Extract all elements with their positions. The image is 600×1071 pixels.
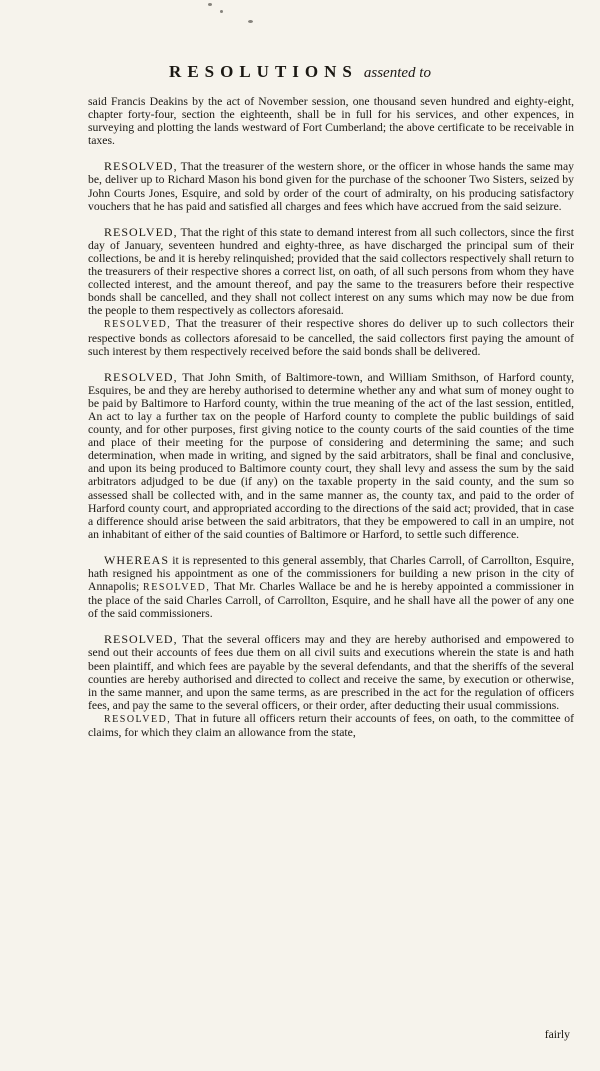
paragraph-text: it is represented to this general assembly, that Charles Carroll, of Carrollton, Esquire, hath resigned his appointment as one of the commissioners for building a new prison in the city of Annapolis; [88,553,574,594]
ink-spot [248,20,253,23]
paragraph [88,160,574,212]
ink-spot [208,3,212,6]
paragraph-text: That in future all officers return their accounts of fees, on oath, to the committee of claims, for which they claim an allowance from the state, [88,711,574,740]
page-header [0,62,600,82]
paragraph-text: That the treasurer of the western shore, or the officer in whose hands the same may be, deliver up to Richard Mason his bond given for the purchase of the schooner Two Sisters, seized by John Courts Jones, Esquire, and sold by order of the court of admiralty, on his producing satisfactory vouchers that he has paid and satisfied all charges and fees which have accrued from the said seizure. [88,160,574,213]
page-title: RESOLUTIONS [169,62,358,81]
paragraph-text: That John Smith, of Baltimore-town, and William Smithson, of Harford county, Esquires, be and they are hereby authorised to determine whether any and what sum of money ought to be paid by Baltimore to Harford county, within the true meaning of the act of the last session, entitled, An act to lay a further tax on the people of Harford county to complete the public buildings of said county, and for other purposes, first giving notice to the county courts of the said counties of the time and place of their meeting for the purpose of considering and determining the same; and such determination, when made in writing, and signed by the said arbitrators, shall be final and conclusive, and upon its being produced to Baltimore county court, they shall levy and assess the sum by the said arbitrators adjudged to be due (if any) on the taxable property in the said county, and the sum so assessed shall be collected with, and in the same manner as, the county tax, and paid to the order of Harford county court, and appropriated according to the directions of the said act; provided, that in case a difference should arise between the said arbitrators, that they be empowered to call in an umpire, not an inhabitant of either of the said counties of Baltimore or Harford, to settle such difference. [88,370,574,541]
page-title-rest: assented to [363,65,431,81]
paragraph [88,554,574,620]
paragraph [88,95,574,147]
document-body [88,95,574,739]
paragraph-lead: RESOLVED, [104,632,178,647]
paragraph-text-secondary: That Mr. Charles Wallace be and he is hereby appointed a commissioner in the place of the said Charles Carroll, of Carrollton, Esquire, and he shall have all the power of any one of the said commissioners. [88,580,575,621]
paragraph-text: said Francis Deakins by the act of November session, one thousand seven hundred and eighty-eight, chapter forty-four, section the eighteenth, shall be in full for his services, and other expences, in surveying and plotting the lands westward of Fort Cumberland; the above certificate to be receivable in taxes. [88,95,574,148]
paragraph-lead-secondary: RESOLVED, [143,582,211,594]
paragraph [88,712,574,739]
paragraph-lead: WHEREAS [104,552,169,567]
paragraph [88,226,574,318]
paragraph-lead: RESOLVED, [104,713,172,725]
paragraph [88,633,574,712]
paragraph [88,371,574,541]
paragraph-text: That the treasurer of their respective shores do deliver up to such collectors their respective bonds as collectors aforesaid to be cancelled, the said collectors first paying the amount of such interest by them respectively received before the said bonds shall be delivered. [88,317,574,358]
catchword: fairly [544,1028,570,1041]
paragraph-lead: RESOLVED, [104,159,178,174]
paragraph-lead: RESOLVED, [104,224,178,239]
paragraph-lead: RESOLVED, [104,369,178,384]
ink-spot [220,10,223,13]
paragraph-text: That the right of this state to demand interest from all such collectors, since the first day of January, seventeen hundred and eighty-three, as have discharged the principal sum of their collections, be and it is hereby relinquished; provided that the said collectors respectively shall return to the treasurers of their respective shores a correct list, on oath, of all such persons from whom they have collected interest, and the amount thereof, and pay the same to the treasurers before their respective bonds shall be cancelled, and they shall not collect interest on any sums which may now be due from the people to them respectively as collectors aforesaid. [88,225,574,318]
paragraph-text: That the several officers may and they are hereby authorised and empowered to send out their accounts of fees due them on all civil suits and executions wherein the state is and hath been plaintiff, and which fees are payable by the several defendants, and that the sheriffs of the several counties are hereby authorised and directed to collect and receive the same, by execution or otherwise, in the same manner, and upon the same terms, as are prescribed in the act for the regulation of officers fees, and pay the same to the several officers, or their order, after deducting their usual commissions. [88,633,574,712]
paragraph-lead: RESOLVED, [104,319,172,331]
paragraph [88,317,574,357]
